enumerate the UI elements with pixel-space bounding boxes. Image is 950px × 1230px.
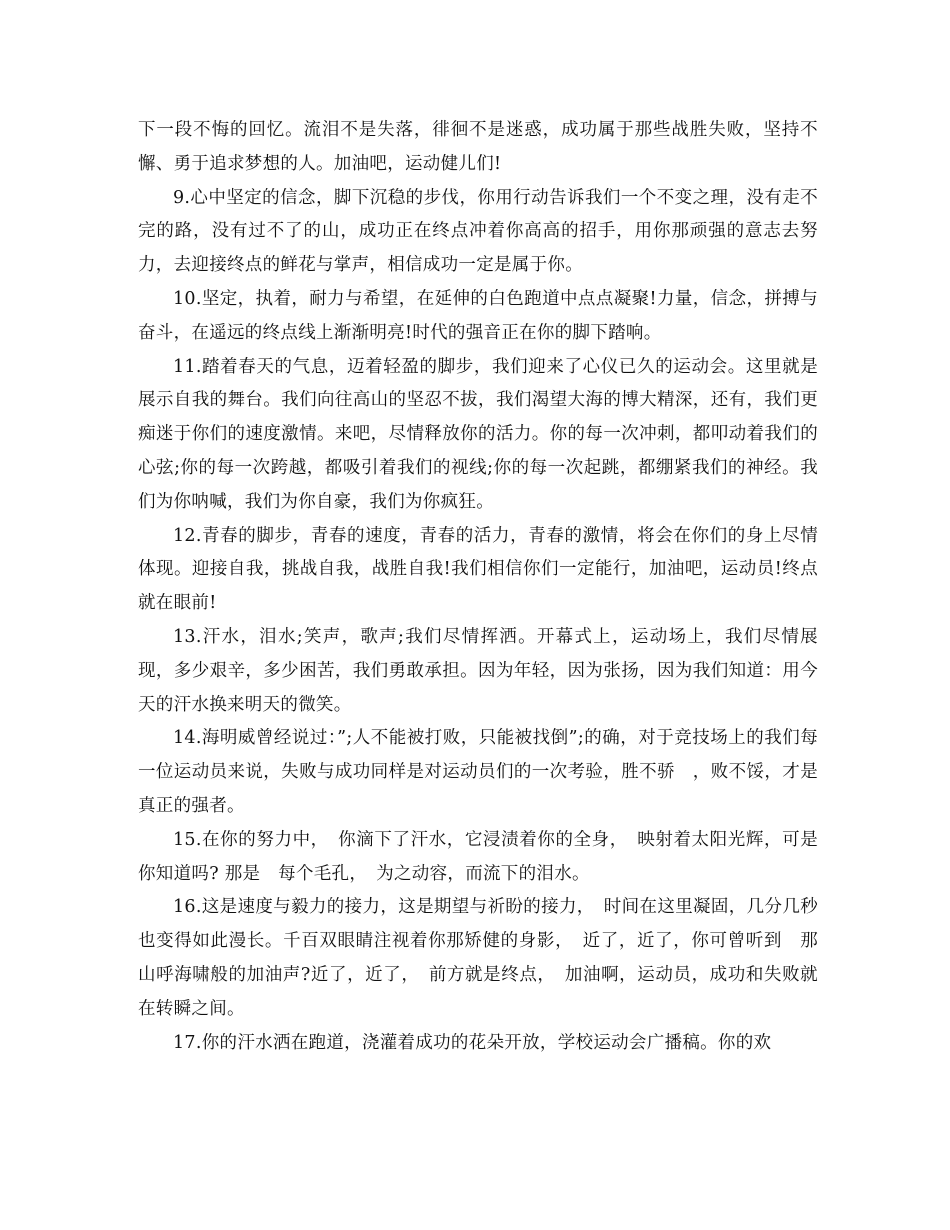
- paragraph-17: 17.你的汗水洒在跑道，浇灌着成功的花朵开放，学校运动会广播稿。你的欢: [173, 1032, 772, 1053]
- paragraph-15: 15.在你的努力中， 你滴下了汗水，它浸渍着你的全身， 映射着太阳光辉，可是你知道吗? 那是 每个毛孔， 为之动容，而流下的泪水。: [138, 829, 818, 884]
- paragraph-9: 9.心中坚定的信念，脚下沉稳的步伐，你用行动告诉我们一个不变之理，没有走不完的路，没有过不了的山，成功正在终点冲着你高高的招手，用你那顽强的意志去努力，去迎接终点的鲜花与掌声，相信成功一定是属于你。: [138, 187, 818, 276]
- paragraph-16: 16.这是速度与毅力的接力，这是期望与祈盼的接力， 时间在这里凝固，几分几秒也变得如此漫长。千百双眼睛注视着你那矫健的身影， 近了，近了，你可曾听到 那山呼海啸般的加油声?近了，近了， 前方就是终点， 加油啊，运动员，成功和失败就在转瞬之间。: [138, 897, 818, 1019]
- document-body: [138, 114, 818, 1060]
- paragraph-12: 12.青春的脚步，青春的速度，青春的活力，青春的激情，将会在你们的身上尽情体现。迎接自我，挑战自我，战胜自我!我们相信你们一定能行，加油吧，运动员!终点就在眼前!: [138, 525, 818, 614]
- paragraph-14: 14.海明威曾经说过：”;人不能被打败，只能被找倒”;的确，对于竞技场上的我们每一位运动员来说，失败与成功同样是对运动员们的一次考验，胜不骄 ，败不馁，才是真正的强者。: [138, 728, 818, 816]
- paragraph-13: 13.汗水，泪水;笑声，歌声;我们尽情挥洒。开幕式上，运动场上，我们尽情展现，多少艰辛，多少困苦，我们勇敢承担。因为年轻，因为张扬，因为我们知道：用今天的汗水换来明天的微笑。: [138, 626, 818, 715]
- paragraph-continuation: 下一段不悔的回忆。流泪不是失落，徘徊不是迷惑，成功属于那些战胜失败，坚持不懈、勇于追求梦想的人。加油吧，运动健儿们!: [138, 120, 818, 174]
- paragraph-10: 10.坚定，执着，耐力与希望，在延伸的白色跑道中点点凝聚!力量，信念，拼搏与奋斗，在遥远的终点线上渐渐明亮!时代的强音正在你的脚下踏响。: [138, 288, 818, 343]
- paragraph-11: 11.踏着春天的气息，迈着轻盈的脚步，我们迎来了心仪已久的运动会。这里就是展示自我的舞台。我们向往高山的坚忍不拔，我们渴望大海的博大精深，还有，我们更痴迷于你们的速度激情。来吧，尽情释放你的活力。你的每一次冲刺，都叩动着我们的心弦;你的每一次跨越，都吸引着我们的视线;你的每一次起跳，都绷紧我们的神经。我们为你呐喊，我们为你自豪，我们为你疯狂。: [138, 356, 818, 512]
